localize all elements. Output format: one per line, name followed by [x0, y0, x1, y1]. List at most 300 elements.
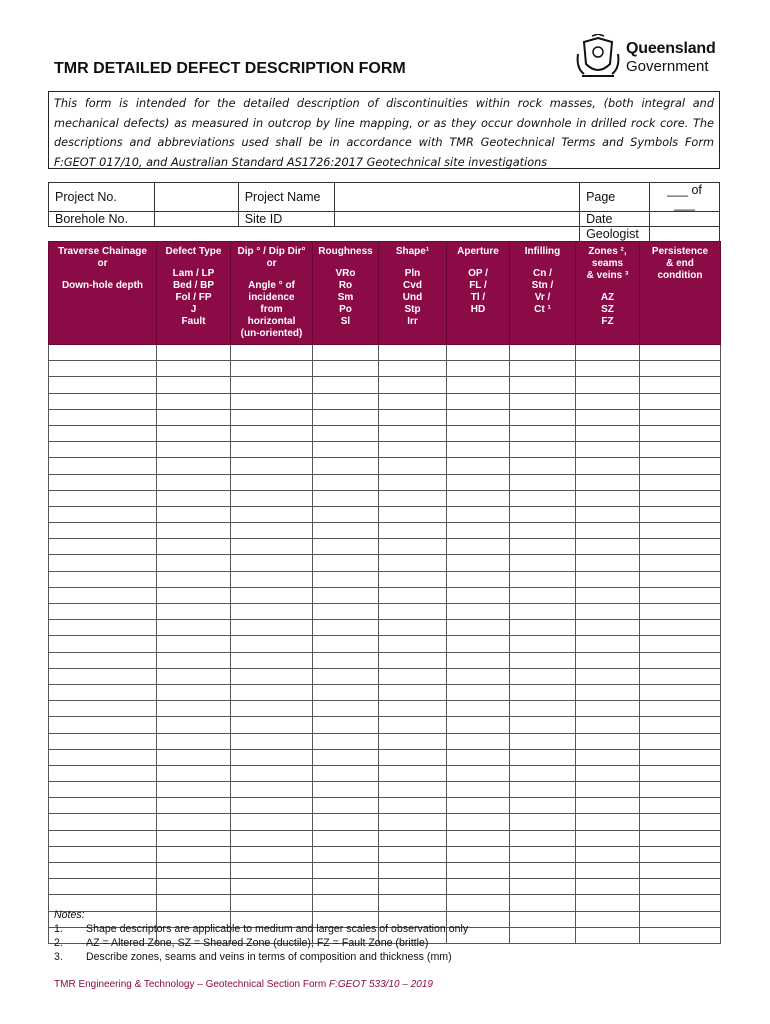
table-cell[interactable]: [447, 620, 510, 636]
table-cell[interactable]: [510, 733, 576, 749]
table-cell[interactable]: [510, 409, 576, 425]
table-cell[interactable]: [231, 830, 313, 846]
table-cell[interactable]: [510, 636, 576, 652]
table-cell[interactable]: [576, 911, 640, 927]
table-cell[interactable]: [231, 765, 313, 781]
table-cell[interactable]: [231, 782, 313, 798]
table-cell[interactable]: [640, 409, 721, 425]
table-cell[interactable]: [640, 814, 721, 830]
table-cell[interactable]: [447, 571, 510, 587]
table-cell[interactable]: [447, 425, 510, 441]
table-cell[interactable]: [49, 717, 157, 733]
table-cell[interactable]: [447, 604, 510, 620]
table-cell[interactable]: [379, 571, 447, 587]
table-cell[interactable]: [313, 701, 379, 717]
table-cell[interactable]: [576, 701, 640, 717]
table-cell[interactable]: [379, 604, 447, 620]
table-cell[interactable]: [313, 425, 379, 441]
table-cell[interactable]: [49, 345, 157, 361]
site-id-field[interactable]: [334, 212, 579, 227]
borehole-no-field[interactable]: [154, 212, 238, 227]
table-cell[interactable]: [640, 798, 721, 814]
table-cell[interactable]: [49, 636, 157, 652]
table-cell[interactable]: [510, 668, 576, 684]
table-cell[interactable]: [49, 782, 157, 798]
table-cell[interactable]: [231, 863, 313, 879]
table-cell[interactable]: [447, 377, 510, 393]
table-cell[interactable]: [447, 474, 510, 490]
table-cell[interactable]: [157, 765, 231, 781]
table-cell[interactable]: [576, 361, 640, 377]
table-cell[interactable]: [510, 523, 576, 539]
table-cell[interactable]: [640, 474, 721, 490]
table-cell[interactable]: [447, 830, 510, 846]
table-cell[interactable]: [379, 361, 447, 377]
table-cell[interactable]: [510, 425, 576, 441]
table-cell[interactable]: [576, 765, 640, 781]
table-cell[interactable]: [157, 814, 231, 830]
table-cell[interactable]: [231, 717, 313, 733]
table-cell[interactable]: [379, 846, 447, 862]
table-cell[interactable]: [510, 555, 576, 571]
table-cell[interactable]: [510, 604, 576, 620]
table-cell[interactable]: [49, 846, 157, 862]
table-cell[interactable]: [640, 555, 721, 571]
table-cell[interactable]: [157, 749, 231, 765]
table-cell[interactable]: [379, 458, 447, 474]
table-cell[interactable]: [576, 506, 640, 522]
table-cell[interactable]: [640, 895, 721, 911]
table-cell[interactable]: [313, 652, 379, 668]
table-cell[interactable]: [231, 798, 313, 814]
table-cell[interactable]: [231, 523, 313, 539]
table-cell[interactable]: [231, 733, 313, 749]
table-cell[interactable]: [49, 425, 157, 441]
table-cell[interactable]: [313, 571, 379, 587]
table-cell[interactable]: [576, 684, 640, 700]
table-cell[interactable]: [640, 458, 721, 474]
table-cell[interactable]: [576, 668, 640, 684]
table-cell[interactable]: [576, 555, 640, 571]
table-cell[interactable]: [576, 425, 640, 441]
table-cell[interactable]: [640, 604, 721, 620]
table-cell[interactable]: [510, 927, 576, 943]
table-cell[interactable]: [640, 442, 721, 458]
table-cell[interactable]: [576, 409, 640, 425]
table-cell[interactable]: [313, 442, 379, 458]
table-cell[interactable]: [379, 749, 447, 765]
table-cell[interactable]: [231, 604, 313, 620]
table-cell[interactable]: [447, 652, 510, 668]
table-cell[interactable]: [576, 377, 640, 393]
table-cell[interactable]: [231, 587, 313, 603]
table-cell[interactable]: [379, 490, 447, 506]
table-cell[interactable]: [640, 377, 721, 393]
table-cell[interactable]: [49, 620, 157, 636]
geologist-field[interactable]: [650, 227, 720, 242]
table-cell[interactable]: [510, 539, 576, 555]
table-cell[interactable]: [576, 782, 640, 798]
table-cell[interactable]: [231, 879, 313, 895]
table-cell[interactable]: [379, 523, 447, 539]
table-cell[interactable]: [49, 652, 157, 668]
table-cell[interactable]: [379, 409, 447, 425]
table-cell[interactable]: [313, 798, 379, 814]
table-cell[interactable]: [49, 701, 157, 717]
table-cell[interactable]: [231, 684, 313, 700]
table-cell[interactable]: [49, 555, 157, 571]
table-cell[interactable]: [379, 425, 447, 441]
table-cell[interactable]: [379, 782, 447, 798]
table-cell[interactable]: [157, 425, 231, 441]
table-cell[interactable]: [379, 587, 447, 603]
table-cell[interactable]: [157, 587, 231, 603]
table-cell[interactable]: [576, 393, 640, 409]
table-cell[interactable]: [447, 782, 510, 798]
table-cell[interactable]: [313, 506, 379, 522]
table-cell[interactable]: [447, 442, 510, 458]
table-cell[interactable]: [379, 830, 447, 846]
table-cell[interactable]: [49, 393, 157, 409]
table-cell[interactable]: [313, 587, 379, 603]
table-cell[interactable]: [576, 442, 640, 458]
table-cell[interactable]: [49, 523, 157, 539]
table-cell[interactable]: [576, 798, 640, 814]
table-cell[interactable]: [510, 684, 576, 700]
table-cell[interactable]: [447, 636, 510, 652]
table-cell[interactable]: [447, 863, 510, 879]
table-cell[interactable]: [576, 604, 640, 620]
table-cell[interactable]: [313, 604, 379, 620]
table-cell[interactable]: [157, 539, 231, 555]
table-cell[interactable]: [231, 458, 313, 474]
table-cell[interactable]: [313, 830, 379, 846]
table-cell[interactable]: [379, 863, 447, 879]
table-cell[interactable]: [231, 652, 313, 668]
table-cell[interactable]: [49, 684, 157, 700]
table-cell[interactable]: [640, 911, 721, 927]
table-cell[interactable]: [49, 571, 157, 587]
table-cell[interactable]: [640, 587, 721, 603]
table-cell[interactable]: [49, 587, 157, 603]
table-cell[interactable]: [313, 539, 379, 555]
table-cell[interactable]: [510, 458, 576, 474]
table-cell[interactable]: [379, 814, 447, 830]
table-cell[interactable]: [313, 523, 379, 539]
table-cell[interactable]: [576, 749, 640, 765]
table-cell[interactable]: [379, 636, 447, 652]
table-cell[interactable]: [49, 879, 157, 895]
table-cell[interactable]: [313, 361, 379, 377]
table-cell[interactable]: [640, 701, 721, 717]
table-cell[interactable]: [231, 425, 313, 441]
table-cell[interactable]: [49, 733, 157, 749]
table-cell[interactable]: [157, 393, 231, 409]
table-cell[interactable]: [576, 652, 640, 668]
table-cell[interactable]: [379, 393, 447, 409]
table-cell[interactable]: [157, 555, 231, 571]
table-cell[interactable]: [510, 846, 576, 862]
table-cell[interactable]: [313, 377, 379, 393]
table-cell[interactable]: [157, 668, 231, 684]
table-cell[interactable]: [157, 782, 231, 798]
table-cell[interactable]: [231, 506, 313, 522]
table-cell[interactable]: [576, 846, 640, 862]
table-cell[interactable]: [447, 846, 510, 862]
table-cell[interactable]: [510, 490, 576, 506]
table-cell[interactable]: [576, 830, 640, 846]
table-cell[interactable]: [447, 345, 510, 361]
table-cell[interactable]: [640, 749, 721, 765]
table-cell[interactable]: [49, 539, 157, 555]
table-cell[interactable]: [49, 474, 157, 490]
table-cell[interactable]: [640, 733, 721, 749]
table-cell[interactable]: [576, 863, 640, 879]
table-cell[interactable]: [510, 361, 576, 377]
table-cell[interactable]: [49, 798, 157, 814]
table-cell[interactable]: [447, 749, 510, 765]
table-cell[interactable]: [379, 798, 447, 814]
table-cell[interactable]: [640, 571, 721, 587]
project-no-field[interactable]: [154, 183, 238, 212]
table-cell[interactable]: [640, 506, 721, 522]
table-cell[interactable]: [157, 442, 231, 458]
table-cell[interactable]: [510, 879, 576, 895]
table-cell[interactable]: [231, 490, 313, 506]
table-cell[interactable]: [49, 490, 157, 506]
table-cell[interactable]: [379, 879, 447, 895]
table-cell[interactable]: [510, 717, 576, 733]
table-cell[interactable]: [49, 361, 157, 377]
table-cell[interactable]: [510, 587, 576, 603]
table-cell[interactable]: [157, 652, 231, 668]
table-cell[interactable]: [313, 458, 379, 474]
table-cell[interactable]: [313, 733, 379, 749]
table-cell[interactable]: [447, 717, 510, 733]
table-cell[interactable]: [157, 830, 231, 846]
table-cell[interactable]: [510, 911, 576, 927]
table-cell[interactable]: [510, 798, 576, 814]
table-cell[interactable]: [157, 798, 231, 814]
table-cell[interactable]: [510, 749, 576, 765]
table-cell[interactable]: [576, 620, 640, 636]
table-cell[interactable]: [313, 717, 379, 733]
table-cell[interactable]: [157, 684, 231, 700]
table-cell[interactable]: [447, 506, 510, 522]
table-cell[interactable]: [447, 733, 510, 749]
table-cell[interactable]: [510, 620, 576, 636]
table-cell[interactable]: [379, 620, 447, 636]
table-cell[interactable]: [49, 668, 157, 684]
table-cell[interactable]: [231, 442, 313, 458]
table-cell[interactable]: [576, 587, 640, 603]
project-name-field[interactable]: [334, 183, 579, 212]
table-cell[interactable]: [231, 571, 313, 587]
table-cell[interactable]: [640, 636, 721, 652]
table-cell[interactable]: [49, 604, 157, 620]
table-cell[interactable]: [231, 474, 313, 490]
table-cell[interactable]: [576, 474, 640, 490]
table-cell[interactable]: [640, 523, 721, 539]
table-cell[interactable]: [231, 814, 313, 830]
table-cell[interactable]: [510, 652, 576, 668]
table-cell[interactable]: [510, 345, 576, 361]
table-cell[interactable]: [640, 684, 721, 700]
table-cell[interactable]: [231, 701, 313, 717]
table-cell[interactable]: [379, 442, 447, 458]
table-cell[interactable]: [576, 490, 640, 506]
table-cell[interactable]: [313, 474, 379, 490]
table-cell[interactable]: [49, 863, 157, 879]
table-cell[interactable]: [640, 863, 721, 879]
table-cell[interactable]: [447, 765, 510, 781]
table-cell[interactable]: [313, 749, 379, 765]
table-cell[interactable]: [231, 555, 313, 571]
table-cell[interactable]: [510, 830, 576, 846]
table-cell[interactable]: [576, 636, 640, 652]
table-cell[interactable]: [640, 539, 721, 555]
table-cell[interactable]: [157, 863, 231, 879]
table-cell[interactable]: [313, 555, 379, 571]
table-cell[interactable]: [510, 393, 576, 409]
table-cell[interactable]: [313, 490, 379, 506]
table-cell[interactable]: [157, 701, 231, 717]
table-cell[interactable]: [576, 895, 640, 911]
table-cell[interactable]: [447, 523, 510, 539]
table-cell[interactable]: [379, 555, 447, 571]
table-cell[interactable]: [157, 377, 231, 393]
table-cell[interactable]: [49, 409, 157, 425]
table-cell[interactable]: [447, 361, 510, 377]
table-cell[interactable]: [231, 409, 313, 425]
table-cell[interactable]: [313, 684, 379, 700]
table-cell[interactable]: [510, 474, 576, 490]
table-cell[interactable]: [510, 814, 576, 830]
table-cell[interactable]: [49, 765, 157, 781]
table-cell[interactable]: [447, 587, 510, 603]
table-cell[interactable]: [447, 814, 510, 830]
table-cell[interactable]: [447, 490, 510, 506]
table-cell[interactable]: [49, 506, 157, 522]
table-cell[interactable]: [379, 506, 447, 522]
table-cell[interactable]: [157, 620, 231, 636]
table-cell[interactable]: [231, 668, 313, 684]
table-cell[interactable]: [313, 409, 379, 425]
table-cell[interactable]: [313, 620, 379, 636]
table-cell[interactable]: [447, 458, 510, 474]
table-cell[interactable]: [157, 879, 231, 895]
table-cell[interactable]: [157, 409, 231, 425]
table-cell[interactable]: [157, 490, 231, 506]
table-cell[interactable]: [49, 458, 157, 474]
table-cell[interactable]: [313, 636, 379, 652]
table-cell[interactable]: [447, 684, 510, 700]
table-cell[interactable]: [510, 442, 576, 458]
table-cell[interactable]: [157, 571, 231, 587]
table-cell[interactable]: [640, 620, 721, 636]
table-cell[interactable]: [640, 879, 721, 895]
table-cell[interactable]: [231, 345, 313, 361]
table-cell[interactable]: [640, 361, 721, 377]
table-cell[interactable]: [510, 782, 576, 798]
table-cell[interactable]: [379, 539, 447, 555]
table-cell[interactable]: [576, 879, 640, 895]
table-cell[interactable]: [49, 377, 157, 393]
table-cell[interactable]: [379, 474, 447, 490]
table-cell[interactable]: [379, 733, 447, 749]
table-cell[interactable]: [231, 377, 313, 393]
table-cell[interactable]: [510, 895, 576, 911]
table-cell[interactable]: [447, 555, 510, 571]
table-cell[interactable]: [640, 765, 721, 781]
table-cell[interactable]: [49, 814, 157, 830]
table-cell[interactable]: [379, 765, 447, 781]
table-cell[interactable]: [313, 782, 379, 798]
table-cell[interactable]: [510, 571, 576, 587]
table-cell[interactable]: [640, 717, 721, 733]
table-cell[interactable]: [313, 879, 379, 895]
table-cell[interactable]: [447, 701, 510, 717]
table-cell[interactable]: [576, 345, 640, 361]
table-cell[interactable]: [640, 782, 721, 798]
page-of-field[interactable]: ___ of ___: [650, 183, 720, 212]
table-cell[interactable]: [157, 345, 231, 361]
table-cell[interactable]: [379, 684, 447, 700]
table-cell[interactable]: [447, 539, 510, 555]
table-cell[interactable]: [379, 717, 447, 733]
table-cell[interactable]: [510, 506, 576, 522]
table-cell[interactable]: [313, 765, 379, 781]
table-cell[interactable]: [640, 393, 721, 409]
table-cell[interactable]: [640, 490, 721, 506]
table-cell[interactable]: [157, 474, 231, 490]
table-cell[interactable]: [576, 458, 640, 474]
table-cell[interactable]: [157, 717, 231, 733]
table-cell[interactable]: [379, 668, 447, 684]
table-cell[interactable]: [640, 927, 721, 943]
table-cell[interactable]: [157, 636, 231, 652]
table-cell[interactable]: [510, 377, 576, 393]
table-cell[interactable]: [231, 539, 313, 555]
table-cell[interactable]: [313, 846, 379, 862]
table-cell[interactable]: [313, 814, 379, 830]
table-cell[interactable]: [49, 830, 157, 846]
table-cell[interactable]: [576, 733, 640, 749]
table-cell[interactable]: [447, 879, 510, 895]
table-cell[interactable]: [231, 636, 313, 652]
table-cell[interactable]: [576, 523, 640, 539]
table-cell[interactable]: [576, 539, 640, 555]
table-cell[interactable]: [231, 393, 313, 409]
table-cell[interactable]: [157, 523, 231, 539]
table-cell[interactable]: [640, 345, 721, 361]
date-field[interactable]: [650, 212, 720, 227]
table-cell[interactable]: [379, 701, 447, 717]
table-cell[interactable]: [49, 749, 157, 765]
table-cell[interactable]: [157, 733, 231, 749]
table-cell[interactable]: [313, 393, 379, 409]
table-cell[interactable]: [157, 361, 231, 377]
table-cell[interactable]: [447, 798, 510, 814]
table-cell[interactable]: [510, 863, 576, 879]
table-cell[interactable]: [510, 765, 576, 781]
table-cell[interactable]: [510, 701, 576, 717]
table-cell[interactable]: [379, 652, 447, 668]
table-cell[interactable]: [447, 409, 510, 425]
table-cell[interactable]: [640, 652, 721, 668]
table-cell[interactable]: [313, 863, 379, 879]
table-cell[interactable]: [231, 620, 313, 636]
